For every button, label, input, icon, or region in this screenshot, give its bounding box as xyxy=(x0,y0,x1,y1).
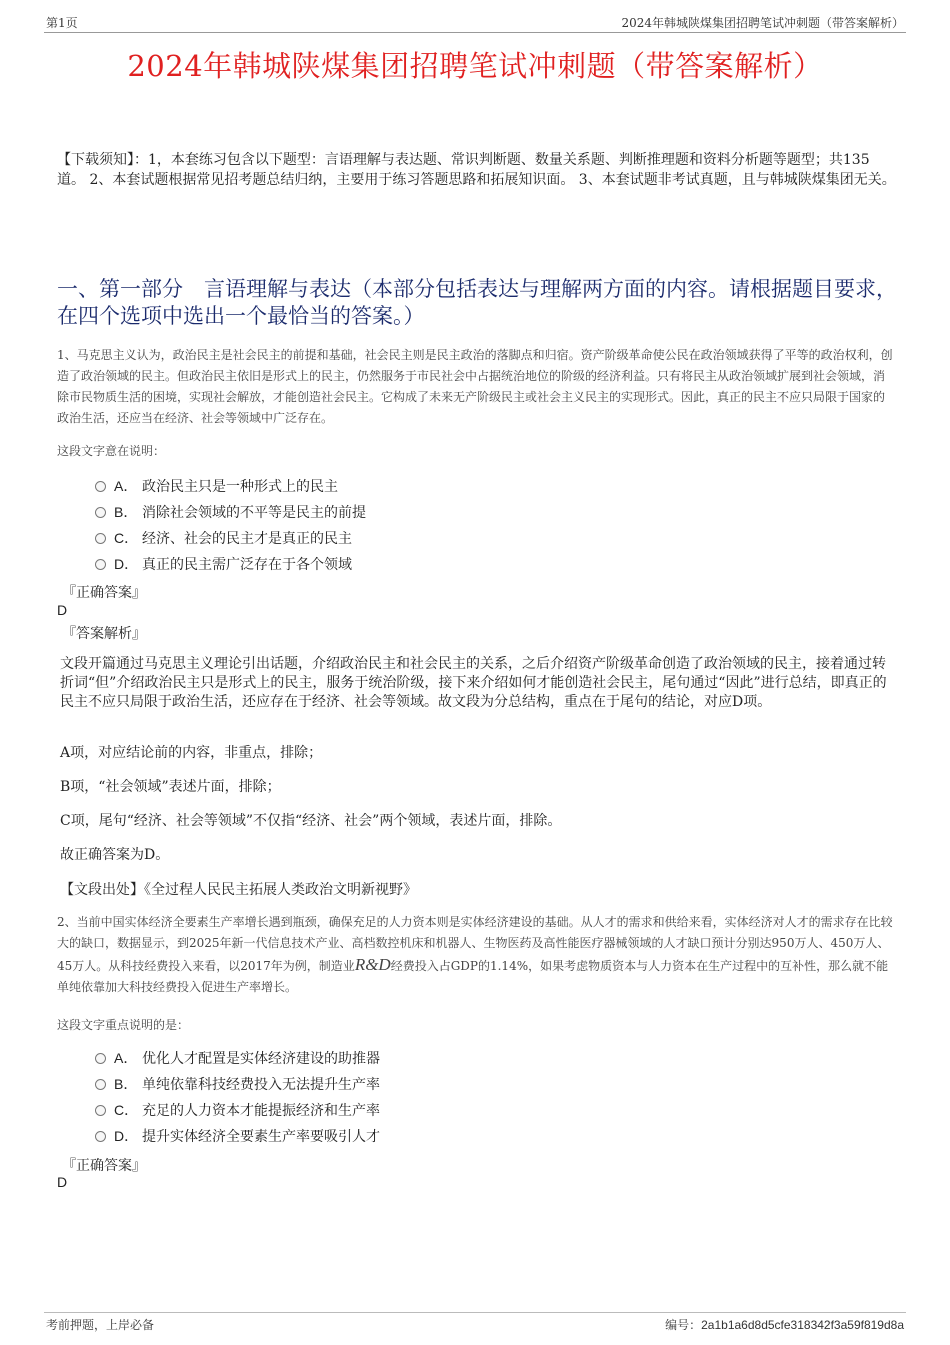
q2-option-d[interactable]: D． 提升实体经济全要素生产率要吸引人才 xyxy=(95,1125,380,1147)
q2-option-c[interactable]: C． 充足的人力资本才能提振经济和生产率 xyxy=(95,1099,380,1121)
footer-divider xyxy=(44,1312,906,1313)
q2-answer: D xyxy=(57,1174,68,1190)
q1-analysis-c: C项，尾句“经济、社会等领域”不仅指“经济、社会”两个领域，表述片面，排除。 xyxy=(60,813,562,829)
radio-icon[interactable] xyxy=(95,1079,106,1090)
radio-icon[interactable] xyxy=(95,1105,106,1116)
q1-analysis-b: B项，“社会领域”表述片面，排除； xyxy=(60,779,281,795)
q1-analysis: 文段开篇通过马克思主义理论引出话题，介绍政治民主和社会民主的关系，之后介绍资产阶级革命创造了政治领域的民主，接着通过转折词“但”介绍政治民主只是形式上的民主，服务于统治阶级，接下来介绍如何才能创造社会民主，尾句通过“因此”进行总结，即真正的民主不应只局限于政治生活，还应存在于经济、社会等领域。故文段为分总结构，重点在于尾句的结论，对应D项。 xyxy=(60,656,887,710)
question-1-text: 1、马克思主义认为，政治民主是社会民主的前提和基础，社会民主则是民主政治的落脚点和归宿。资产阶级革命使公民在政治领域获得了平等的政治权利，创造了政治领域的民主。但政治民主依旧是形式上的民主，仍然服务于市民社会中占据统治地位的阶级的经济利益。只有将民主从政治领域扩展到社会领域，消除市民物质生活的困境，实现社会解放，才能创造社会民主。它构成了未来无产阶级民主或社会主义民主的实现形式。因此，真正的民主不应只局限于国家的政治生活，还应当在经济、社会等领域中广泛存在。 xyxy=(57,348,893,425)
q2-option-b[interactable]: B． 单纯依靠科技经费投入无法提升生产率 xyxy=(95,1073,380,1095)
question-2-prompt: 这段文字重点说明的是： xyxy=(57,1018,190,1032)
q1-option-a[interactable]: A． 政治民主只是一种形式上的民主 xyxy=(95,475,338,497)
q2-option-a[interactable]: A． 优化人才配置是实体经济建设的助推器 xyxy=(95,1047,380,1069)
q1-analysis-label: 『答案解析』 xyxy=(62,626,146,642)
q1-option-d[interactable]: D． 真正的民主需广泛存在于各个领域 xyxy=(95,553,352,575)
q1-conclusion: 故正确答案为D。 xyxy=(60,847,170,863)
q1-analysis-a: A项，对应结论前的内容，非重点，排除； xyxy=(60,745,323,761)
section-heading: 一、第一部分 言语理解与表达（本部分包括表达与理解两方面的内容。请根据题目要求，在四个选项中选出一个最恰当的答案。） xyxy=(57,277,897,328)
q1-option-c[interactable]: C． 经济、社会的民主才是真正的民主 xyxy=(95,527,352,549)
running-header-title: 2024年韩城陕煤集团招聘笔试冲刺题（带答案解析） xyxy=(621,16,904,30)
q1-answer: D xyxy=(57,602,68,618)
q1-answer-label: 『正确答案』 xyxy=(62,585,146,601)
question-1-prompt: 这段文字意在说明： xyxy=(57,444,166,458)
q1-source: 【文段出处】《全过程人民民主拓展人类政治文明新视野》 xyxy=(60,882,417,898)
radio-icon[interactable] xyxy=(95,1131,106,1142)
q2-answer-label: 『正确答案』 xyxy=(62,1158,146,1174)
radio-icon[interactable] xyxy=(95,507,106,518)
page-number: 第1页 xyxy=(46,16,78,30)
radio-icon[interactable] xyxy=(95,559,106,570)
rd-formula: R&D xyxy=(354,955,391,974)
radio-icon[interactable] xyxy=(95,1053,106,1064)
radio-icon[interactable] xyxy=(95,533,106,544)
q1-option-b[interactable]: B． 消除社会领域的不平等是民主的前提 xyxy=(95,501,366,523)
footer-code: 编号：2a1b1a6d8d5cfe318342f3a59f819d8a xyxy=(665,1318,904,1332)
header-divider xyxy=(44,32,906,33)
document-title: 2024年韩城陕煤集团招聘笔试冲刺题（带答案解析） xyxy=(127,49,823,83)
footer-slogan: 考前押题，上岸必备 xyxy=(46,1318,155,1332)
question-2-text: 2、当前中国实体经济全要素生产率增长遇到瓶颈，确保充足的人力资本则是实体经济建设的基础。从人才的需求和供给来看，实体经济对人才的需求存在比较大的缺口，数据显示，到2025年新一代信息技术产业、高档数控机床和机器人、生物医药及高性能医疗器械领域的人才缺口预计分别达950万人、450万人、45万人。从科技经费投入来看，以2017年为例，制造业R&D经费投入占GDP的1.14%，如果考虑物质资本与人力资本在生产过程中的互补性，那么就不能单纯依靠加大科技经费投入促进生产率增长。 xyxy=(57,915,893,994)
download-notice: 【下载须知】：1，本套练习包含以下题型：言语理解与表达题、常识判断题、数量关系题、判断推理题和资料分析题等题型；共135道。 2、本套试题根据常见招考题总结归纳，主要用于练习答题思路和拓展知识面。 3、本套试题非考试真题，且与韩城陕煤集团无关。 xyxy=(57,152,896,188)
radio-icon[interactable] xyxy=(95,481,106,492)
